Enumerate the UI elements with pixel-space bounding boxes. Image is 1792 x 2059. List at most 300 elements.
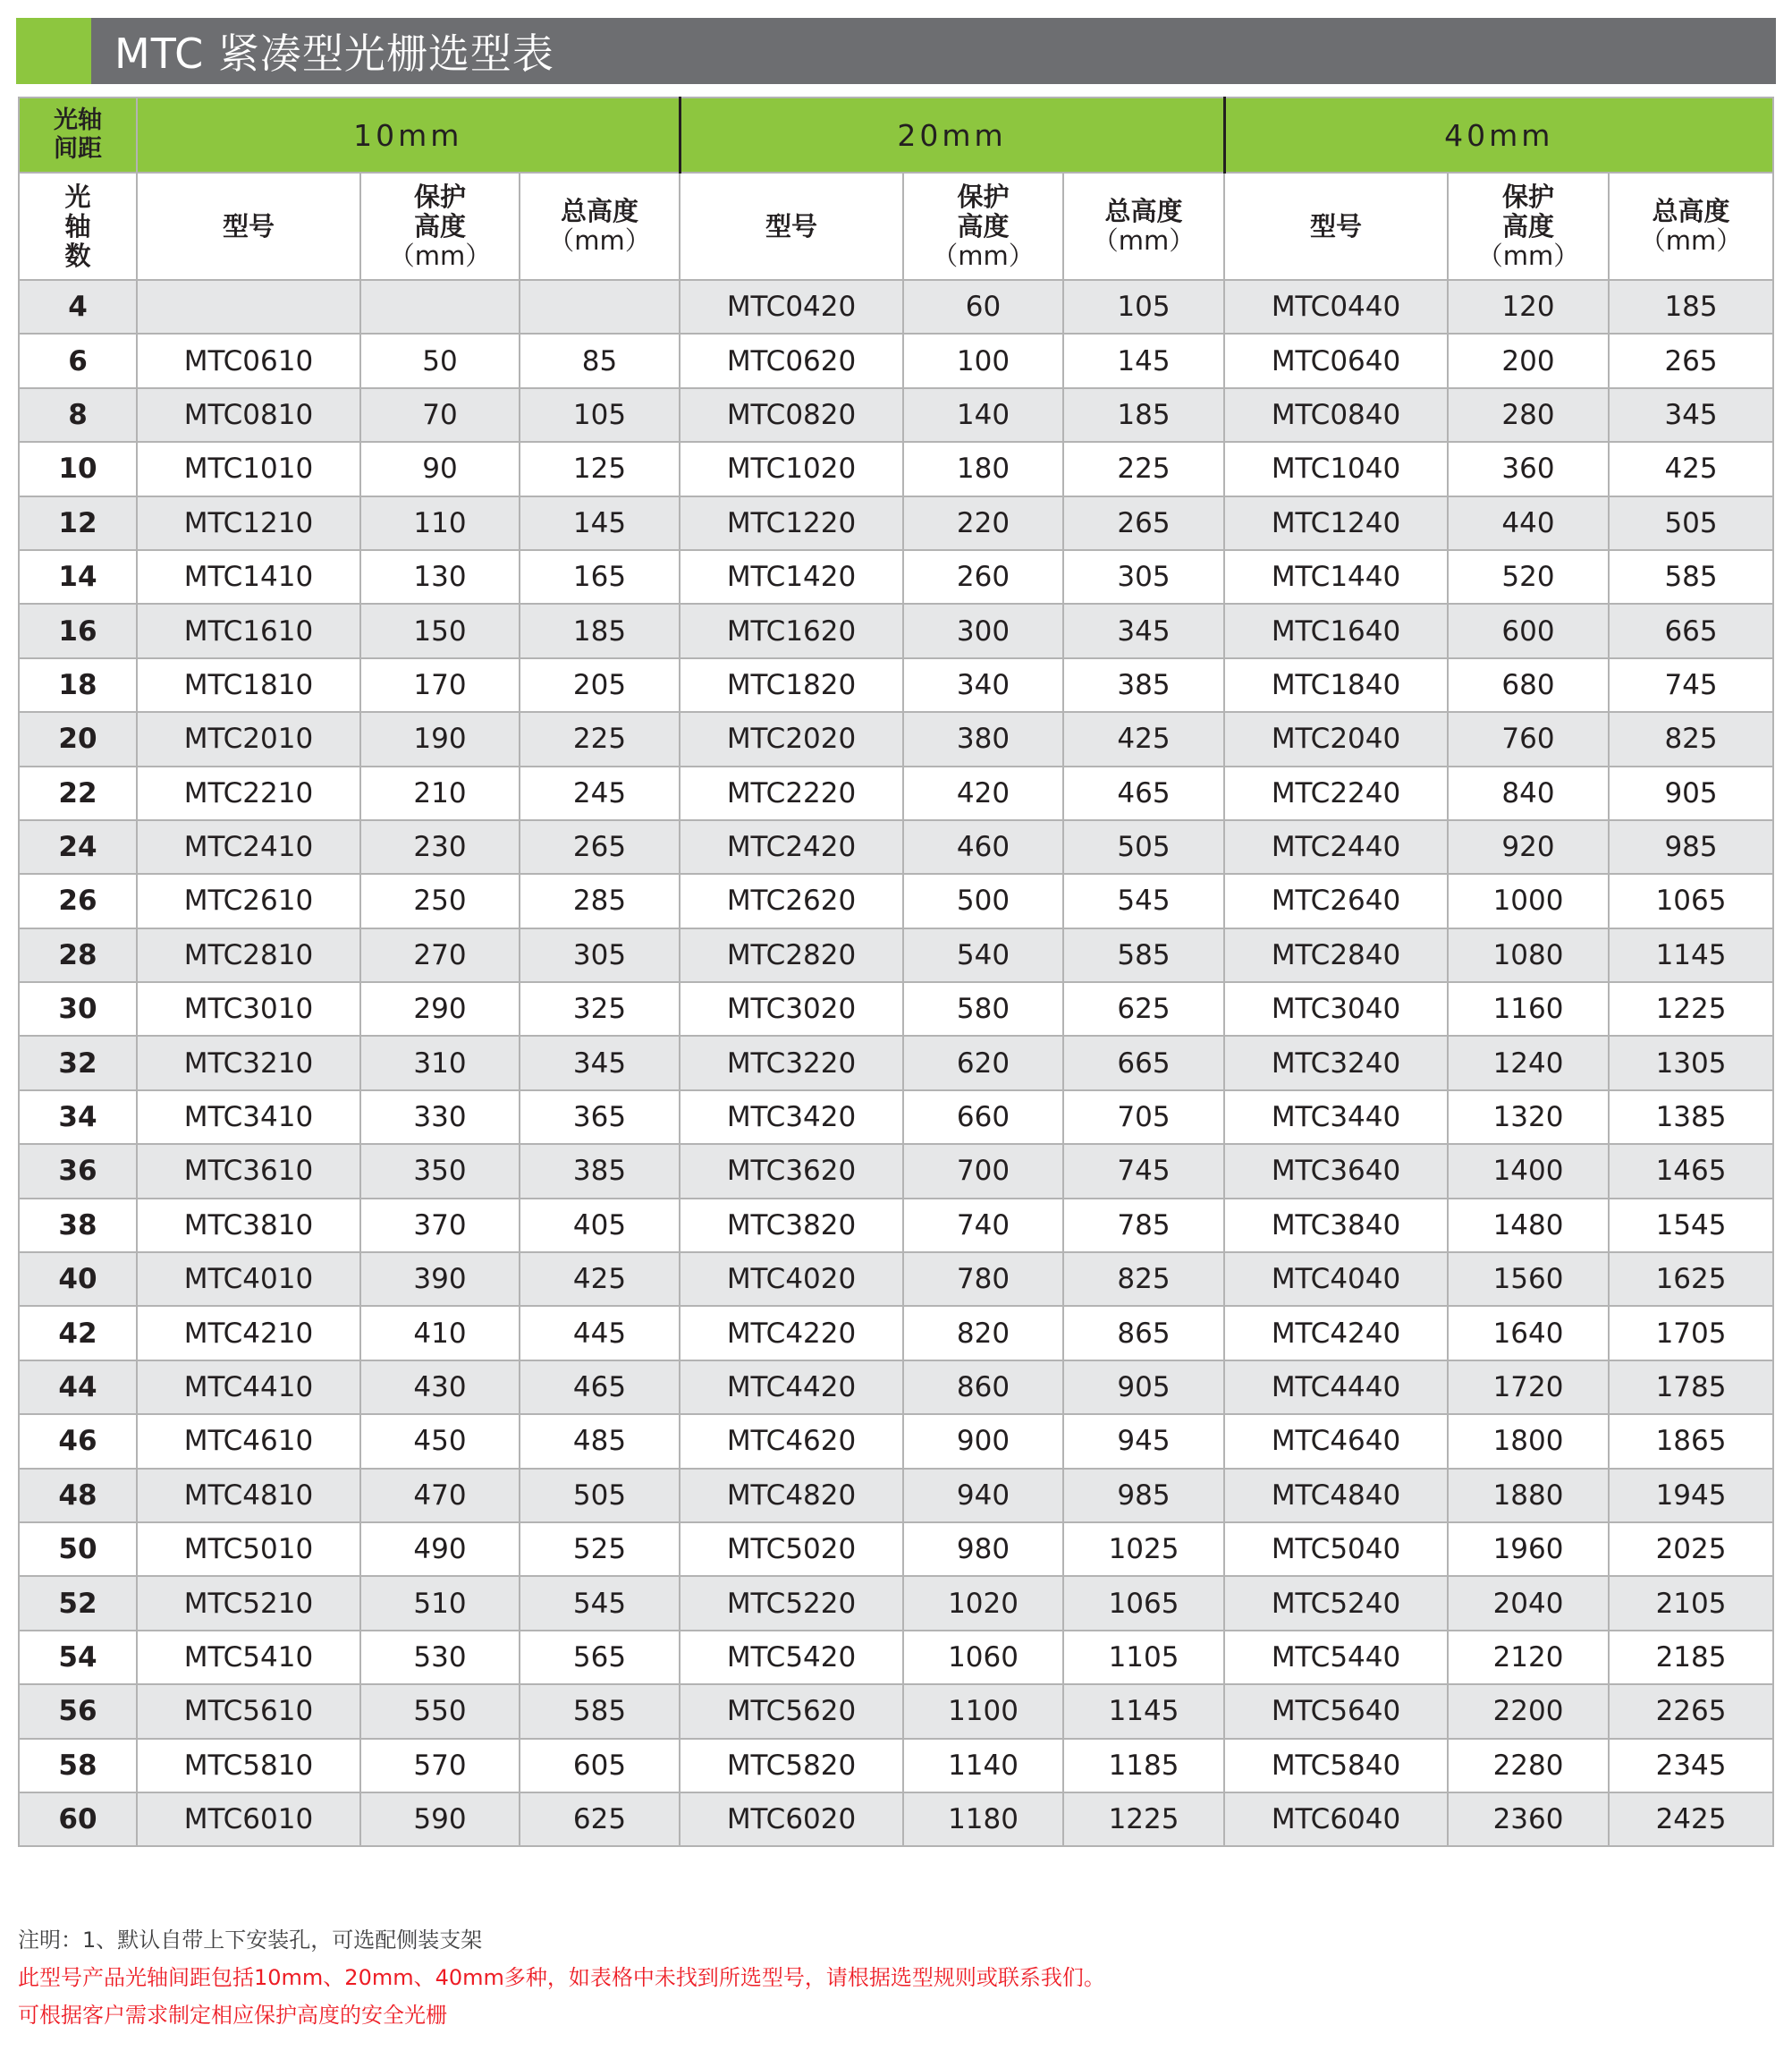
model-cell: MTC2010 <box>137 712 360 766</box>
column-header-line: 高度 <box>957 210 1010 241</box>
protect-height-cell: 90 <box>360 442 520 496</box>
total-height-cell: 1065 <box>1609 874 1773 928</box>
corner-bottom-line: 数 <box>64 240 91 271</box>
model-cell: MTC1020 <box>680 442 903 496</box>
table-row <box>19 1684 1773 1738</box>
total-height-cell: 825 <box>1609 712 1773 766</box>
protect-height-cell: 1080 <box>1448 928 1609 982</box>
model-cell: MTC5820 <box>680 1739 903 1792</box>
corner-bottom-line: 轴 <box>64 210 91 241</box>
protect-height-cell: 430 <box>360 1360 520 1414</box>
total-height-cell: 1105 <box>1063 1631 1224 1684</box>
page-title: MTC 紧凑型光栅选型表 <box>114 30 554 78</box>
protect-height-cell: 220 <box>903 496 1063 550</box>
protect-height-cell: 250 <box>360 874 520 928</box>
total-height-cell: 165 <box>520 550 680 604</box>
total-height-cell: 505 <box>520 1469 680 1522</box>
note-mounting: 注明：1、默认自带上下安装孔，可选配侧装支架 <box>18 1928 483 1953</box>
total-height-cell: 505 <box>1609 496 1773 550</box>
total-height-cell: 1225 <box>1609 982 1773 1036</box>
total-height-cell: 485 <box>520 1414 680 1468</box>
total-height-cell: 745 <box>1063 1144 1224 1198</box>
column-header-line: （mm） <box>388 240 492 271</box>
model-cell: MTC1010 <box>137 442 360 496</box>
protect-height-cell: 820 <box>903 1306 1063 1360</box>
protect-height-cell: 440 <box>1448 496 1609 550</box>
total-height-cell: 785 <box>1063 1199 1224 1252</box>
model-cell: MTC5040 <box>1224 1522 1448 1576</box>
column-header-line: 高度 <box>413 210 466 241</box>
model-cell: MTC2840 <box>1224 928 1448 982</box>
model-cell: MTC3240 <box>1224 1036 1448 1089</box>
column-header-protect-height <box>903 173 1063 280</box>
axis-count-cell: 18 <box>19 658 137 712</box>
model-cell: MTC3840 <box>1224 1199 1448 1252</box>
model-cell: MTC0620 <box>680 334 903 387</box>
total-height-cell: 405 <box>520 1199 680 1252</box>
protect-height-cell: 370 <box>360 1199 520 1252</box>
corner-header-spacing <box>19 97 137 173</box>
axis-count-cell: 26 <box>19 874 137 928</box>
model-cell: MTC4220 <box>680 1306 903 1360</box>
protect-height-cell: 270 <box>360 928 520 982</box>
model-cell: MTC1840 <box>1224 658 1448 712</box>
protect-height-cell: 700 <box>903 1144 1063 1198</box>
total-height-cell: 445 <box>520 1306 680 1360</box>
column-header-line: 保护 <box>1502 181 1555 212</box>
column-header-model: 型号 <box>680 173 903 280</box>
axis-count-cell: 10 <box>19 442 137 496</box>
protect-height-cell: 130 <box>360 550 520 604</box>
model-cell: MTC4240 <box>1224 1306 1448 1360</box>
model-cell: MTC5640 <box>1224 1684 1448 1738</box>
table-row <box>19 604 1773 657</box>
protect-height-cell: 940 <box>903 1469 1063 1522</box>
protect-height-cell: 1160 <box>1448 982 1609 1036</box>
total-height-cell: 1145 <box>1063 1684 1224 1738</box>
table-row <box>19 280 1773 334</box>
protect-height-cell: 1960 <box>1448 1522 1609 1576</box>
total-height-cell: 1545 <box>1609 1199 1773 1252</box>
model-cell: MTC0420 <box>680 280 903 334</box>
total-height-cell: 2345 <box>1609 1739 1773 1792</box>
total-height-cell: 1065 <box>1063 1576 1224 1630</box>
protect-height-cell: 2040 <box>1448 1576 1609 1630</box>
model-cell: MTC1210 <box>137 496 360 550</box>
total-height-cell: 605 <box>520 1739 680 1792</box>
model-cell: MTC3620 <box>680 1144 903 1198</box>
protect-height-cell: 120 <box>1448 280 1609 334</box>
protect-height-cell: 360 <box>1448 442 1609 496</box>
sub-header-row <box>19 173 1773 280</box>
model-cell: MTC4040 <box>1224 1252 1448 1306</box>
title-accent-block <box>16 18 91 84</box>
total-height-cell: 1625 <box>1609 1252 1773 1306</box>
axis-count-cell: 6 <box>19 334 137 387</box>
corner-header-axis-count <box>19 173 137 280</box>
protect-height-cell: 840 <box>1448 767 1609 820</box>
total-height-cell: 465 <box>1063 767 1224 820</box>
table-row <box>19 334 1773 387</box>
protect-height-cell: 680 <box>1448 658 1609 712</box>
column-header-line: 总高度 <box>1104 196 1183 226</box>
total-height-cell: 565 <box>520 1631 680 1684</box>
table-row <box>19 1144 1773 1198</box>
total-height-cell: 525 <box>520 1522 680 1576</box>
model-cell: MTC2210 <box>137 767 360 820</box>
table-row <box>19 1252 1773 1306</box>
protect-height-cell: 460 <box>903 820 1063 874</box>
model-cell: MTC0820 <box>680 388 903 442</box>
total-height-cell: 345 <box>1609 388 1773 442</box>
model-cell: MTC4820 <box>680 1469 903 1522</box>
model-cell: MTC5210 <box>137 1576 360 1630</box>
table-row <box>19 1360 1773 1414</box>
model-cell: MTC6010 <box>137 1792 360 1846</box>
model-cell: MTC4440 <box>1224 1360 1448 1414</box>
total-height-cell: 265 <box>1609 334 1773 387</box>
protect-height-cell: 2280 <box>1448 1739 1609 1792</box>
protect-height-cell: 980 <box>903 1522 1063 1576</box>
protect-height-cell <box>360 280 520 334</box>
total-height-cell: 1385 <box>1609 1090 1773 1144</box>
total-height-cell: 325 <box>520 982 680 1036</box>
model-cell: MTC3810 <box>137 1199 360 1252</box>
protect-height-cell: 1180 <box>903 1792 1063 1846</box>
corner-bottom-line: 光 <box>64 181 91 212</box>
protect-height-cell: 1400 <box>1448 1144 1609 1198</box>
column-header-line: 保护 <box>413 181 466 212</box>
protect-height-cell: 760 <box>1448 712 1609 766</box>
protect-height-cell: 420 <box>903 767 1063 820</box>
total-height-cell: 1865 <box>1609 1414 1773 1468</box>
protect-height-cell: 330 <box>360 1090 520 1144</box>
axis-count-cell: 36 <box>19 1144 137 1198</box>
axis-count-cell: 32 <box>19 1036 137 1089</box>
protect-height-cell: 660 <box>903 1090 1063 1144</box>
model-cell: MTC0810 <box>137 388 360 442</box>
total-height-cell: 1785 <box>1609 1360 1773 1414</box>
total-height-cell: 1225 <box>1063 1792 1224 1846</box>
note-spacing-options: 此型号产品光轴间距包括10mm、20mm、40mm多种，如表格中未找到所选型号，请根据选型规则或联系我们。 <box>18 1965 1105 1990</box>
model-cell: MTC4420 <box>680 1360 903 1414</box>
protect-height-cell: 60 <box>903 280 1063 334</box>
table-row <box>19 928 1773 982</box>
axis-count-cell: 48 <box>19 1469 137 1522</box>
table-row <box>19 1036 1773 1089</box>
protect-height-cell: 200 <box>1448 334 1609 387</box>
total-height-cell: 2185 <box>1609 1631 1773 1684</box>
protect-height-cell: 350 <box>360 1144 520 1198</box>
table-row <box>19 1469 1773 1522</box>
model-cell: MTC2820 <box>680 928 903 982</box>
total-height-cell: 145 <box>520 496 680 550</box>
model-cell: MTC1440 <box>1224 550 1448 604</box>
protect-height-cell: 500 <box>903 874 1063 928</box>
model-cell: MTC2040 <box>1224 712 1448 766</box>
axis-count-cell: 14 <box>19 550 137 604</box>
axis-count-cell: 38 <box>19 1199 137 1252</box>
table-row <box>19 1199 1773 1252</box>
protect-height-cell: 550 <box>360 1684 520 1738</box>
model-cell: MTC2420 <box>680 820 903 874</box>
column-header-model: 型号 <box>1224 173 1448 280</box>
protect-height-cell: 300 <box>903 604 1063 657</box>
total-height-cell: 825 <box>1063 1252 1224 1306</box>
table-row <box>19 1576 1773 1630</box>
model-cell: MTC0440 <box>1224 280 1448 334</box>
protect-height-cell: 590 <box>360 1792 520 1846</box>
total-height-cell: 305 <box>1063 550 1224 604</box>
model-cell: MTC6020 <box>680 1792 903 1846</box>
protect-height-cell: 170 <box>360 658 520 712</box>
model-cell: MTC2810 <box>137 928 360 982</box>
model-cell: MTC5840 <box>1224 1739 1448 1792</box>
total-height-cell: 2425 <box>1609 1792 1773 1846</box>
model-cell: MTC2220 <box>680 767 903 820</box>
model-cell: MTC4010 <box>137 1252 360 1306</box>
model-cell: MTC3220 <box>680 1036 903 1089</box>
model-cell: MTC0640 <box>1224 334 1448 387</box>
total-height-cell: 225 <box>520 712 680 766</box>
column-header-total-height <box>520 173 680 280</box>
model-cell: MTC1420 <box>680 550 903 604</box>
total-height-cell: 2105 <box>1609 1576 1773 1630</box>
model-cell: MTC2020 <box>680 712 903 766</box>
protect-height-cell: 860 <box>903 1360 1063 1414</box>
protect-height-cell: 1000 <box>1448 874 1609 928</box>
table-row <box>19 1414 1773 1468</box>
model-cell: MTC4840 <box>1224 1469 1448 1522</box>
model-cell: MTC2640 <box>1224 874 1448 928</box>
axis-count-cell: 30 <box>19 982 137 1036</box>
group-header-20mm: 20mm <box>680 97 1224 173</box>
protect-height-cell: 600 <box>1448 604 1609 657</box>
total-height-cell: 2265 <box>1609 1684 1773 1738</box>
protect-height-cell: 530 <box>360 1631 520 1684</box>
model-cell: MTC0840 <box>1224 388 1448 442</box>
protect-height-cell: 1800 <box>1448 1414 1609 1468</box>
axis-count-cell: 12 <box>19 496 137 550</box>
axis-count-cell: 22 <box>19 767 137 820</box>
protect-height-cell: 780 <box>903 1252 1063 1306</box>
total-height-cell: 425 <box>520 1252 680 1306</box>
protect-height-cell: 450 <box>360 1414 520 1468</box>
total-height-cell: 105 <box>520 388 680 442</box>
corner-top-line: 光轴 <box>54 106 102 134</box>
total-height-cell: 385 <box>520 1144 680 1198</box>
protect-height-cell: 580 <box>903 982 1063 1036</box>
total-height-cell: 625 <box>1063 982 1224 1036</box>
column-header-line: 总高度 <box>1652 196 1730 226</box>
column-header-protect-height <box>1448 173 1609 280</box>
protect-height-cell: 100 <box>903 334 1063 387</box>
total-height-cell: 185 <box>1609 280 1773 334</box>
model-cell: MTC6040 <box>1224 1792 1448 1846</box>
protect-height-cell: 1560 <box>1448 1252 1609 1306</box>
protect-height-cell: 470 <box>360 1469 520 1522</box>
model-cell <box>137 280 360 334</box>
total-height-cell: 345 <box>520 1036 680 1089</box>
total-height-cell: 985 <box>1609 820 1773 874</box>
axis-count-cell: 56 <box>19 1684 137 1738</box>
protect-height-cell: 380 <box>903 712 1063 766</box>
axis-count-cell: 20 <box>19 712 137 766</box>
table-row <box>19 550 1773 604</box>
table-row <box>19 658 1773 712</box>
protect-height-cell: 280 <box>1448 388 1609 442</box>
table-row <box>19 982 1773 1036</box>
protect-height-cell: 1640 <box>1448 1306 1609 1360</box>
total-height-cell: 365 <box>520 1090 680 1144</box>
column-header-line: （mm） <box>1476 240 1580 271</box>
protect-height-cell: 70 <box>360 388 520 442</box>
protect-height-cell: 110 <box>360 496 520 550</box>
total-height-cell: 705 <box>1063 1090 1224 1144</box>
model-cell: MTC3610 <box>137 1144 360 1198</box>
model-cell: MTC1820 <box>680 658 903 712</box>
total-height-cell: 1185 <box>1063 1739 1224 1792</box>
model-cell: MTC3640 <box>1224 1144 1448 1198</box>
protect-height-cell: 520 <box>1448 550 1609 604</box>
model-cell: MTC5010 <box>137 1522 360 1576</box>
total-height-cell: 145 <box>1063 334 1224 387</box>
total-height-cell: 665 <box>1063 1036 1224 1089</box>
table-row <box>19 712 1773 766</box>
protect-height-cell: 410 <box>360 1306 520 1360</box>
table-row <box>19 1792 1773 1846</box>
axis-count-cell: 8 <box>19 388 137 442</box>
total-height-cell: 245 <box>520 767 680 820</box>
total-height-cell: 345 <box>1063 604 1224 657</box>
model-cell: MTC2610 <box>137 874 360 928</box>
protect-height-cell: 510 <box>360 1576 520 1630</box>
protect-height-cell: 540 <box>903 928 1063 982</box>
total-height-cell: 905 <box>1063 1360 1224 1414</box>
axis-count-cell: 42 <box>19 1306 137 1360</box>
column-header-line: （mm） <box>1092 225 1196 256</box>
table-row <box>19 1522 1773 1576</box>
model-cell: MTC5420 <box>680 1631 903 1684</box>
total-height-cell: 265 <box>520 820 680 874</box>
table-row <box>19 496 1773 550</box>
total-height-cell: 265 <box>1063 496 1224 550</box>
axis-count-cell: 44 <box>19 1360 137 1414</box>
total-height-cell: 865 <box>1063 1306 1224 1360</box>
selection-table <box>18 97 1774 1847</box>
total-height-cell: 385 <box>1063 658 1224 712</box>
group-header-10mm: 10mm <box>137 97 680 173</box>
protect-height-cell: 1100 <box>903 1684 1063 1738</box>
model-cell: MTC1620 <box>680 604 903 657</box>
total-height-cell: 465 <box>520 1360 680 1414</box>
table-row <box>19 767 1773 820</box>
axis-count-cell: 40 <box>19 1252 137 1306</box>
note-custom-height: 可根据客户需求制定相应保护高度的安全光栅 <box>18 2003 447 2028</box>
protect-height-cell: 2360 <box>1448 1792 1609 1846</box>
model-cell: MTC3820 <box>680 1199 903 1252</box>
column-header-total-height <box>1063 173 1224 280</box>
column-header-protect-height <box>360 173 520 280</box>
protect-height-cell: 490 <box>360 1522 520 1576</box>
protect-height-cell: 140 <box>903 388 1063 442</box>
model-cell: MTC2440 <box>1224 820 1448 874</box>
total-height-cell: 125 <box>520 442 680 496</box>
column-header-total-height <box>1609 173 1773 280</box>
protect-height-cell: 230 <box>360 820 520 874</box>
total-height-cell: 625 <box>520 1792 680 1846</box>
model-cell: MTC4020 <box>680 1252 903 1306</box>
total-height-cell: 665 <box>1609 604 1773 657</box>
total-height-cell: 945 <box>1063 1414 1224 1468</box>
total-height-cell: 205 <box>520 658 680 712</box>
total-height-cell: 185 <box>520 604 680 657</box>
total-height-cell: 745 <box>1609 658 1773 712</box>
total-height-cell: 1465 <box>1609 1144 1773 1198</box>
model-cell: MTC1220 <box>680 496 903 550</box>
model-cell: MTC5220 <box>680 1576 903 1630</box>
table-row <box>19 388 1773 442</box>
total-height-cell: 2025 <box>1609 1522 1773 1576</box>
total-height-cell: 545 <box>520 1576 680 1630</box>
protect-height-cell: 620 <box>903 1036 1063 1089</box>
model-cell: MTC4610 <box>137 1414 360 1468</box>
total-height-cell: 1945 <box>1609 1469 1773 1522</box>
total-height-cell: 545 <box>1063 874 1224 928</box>
model-cell: MTC5020 <box>680 1522 903 1576</box>
model-cell: MTC1040 <box>1224 442 1448 496</box>
model-cell: MTC1810 <box>137 658 360 712</box>
table-row <box>19 874 1773 928</box>
protect-height-cell: 180 <box>903 442 1063 496</box>
model-cell: MTC0610 <box>137 334 360 387</box>
model-cell: MTC4410 <box>137 1360 360 1414</box>
protect-height-cell: 1320 <box>1448 1090 1609 1144</box>
protect-height-cell: 900 <box>903 1414 1063 1468</box>
total-height-cell: 585 <box>1063 928 1224 982</box>
protect-height-cell: 570 <box>360 1739 520 1792</box>
model-cell: MTC2240 <box>1224 767 1448 820</box>
title-bar <box>16 18 1776 84</box>
model-cell: MTC1410 <box>137 550 360 604</box>
axis-count-cell: 4 <box>19 280 137 334</box>
model-cell: MTC5410 <box>137 1631 360 1684</box>
column-header-model: 型号 <box>137 173 360 280</box>
total-height-cell: 425 <box>1609 442 1773 496</box>
total-height-cell: 905 <box>1609 767 1773 820</box>
protect-height-cell: 740 <box>903 1199 1063 1252</box>
model-cell: MTC1610 <box>137 604 360 657</box>
protect-height-cell: 290 <box>360 982 520 1036</box>
group-header-row <box>19 97 1773 173</box>
table-body <box>19 280 1773 1846</box>
model-cell: MTC3440 <box>1224 1090 1448 1144</box>
column-header-line: （mm） <box>932 240 1035 271</box>
axis-count-cell: 54 <box>19 1631 137 1684</box>
protect-height-cell: 920 <box>1448 820 1609 874</box>
protect-height-cell: 1720 <box>1448 1360 1609 1414</box>
model-cell: MTC1640 <box>1224 604 1448 657</box>
model-cell: MTC3020 <box>680 982 903 1036</box>
model-cell: MTC4640 <box>1224 1414 1448 1468</box>
total-height-cell: 505 <box>1063 820 1224 874</box>
protect-height-cell: 260 <box>903 550 1063 604</box>
protect-height-cell: 50 <box>360 334 520 387</box>
axis-count-cell: 52 <box>19 1576 137 1630</box>
table-row <box>19 1631 1773 1684</box>
total-height-cell: 185 <box>1063 388 1224 442</box>
model-cell: MTC4810 <box>137 1469 360 1522</box>
